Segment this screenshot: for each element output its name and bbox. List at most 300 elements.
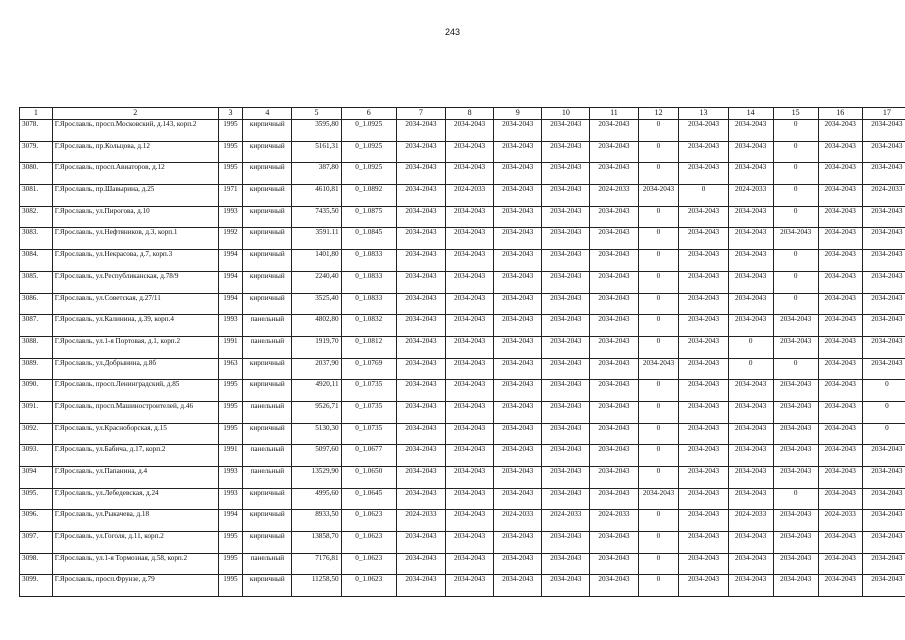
table-row — [20, 163, 905, 185]
period-cell: 2034-2043 — [728, 163, 773, 185]
period-cell: 2034-2043 — [728, 250, 773, 272]
period-cell: 2034-2043 — [728, 315, 773, 337]
period-cell: 2034-2043 — [494, 401, 542, 423]
address-cell: Г.Ярославль, ул.Красноборская, д.15 — [52, 423, 218, 445]
wall-material-cell: кирпичный — [243, 120, 292, 142]
table-row — [20, 293, 905, 315]
period-cell: 0 — [728, 358, 773, 380]
period-cell: 2034-2043 — [679, 120, 728, 142]
period-cell: 2034-2043 — [494, 336, 542, 358]
period-cell: 2034-2043 — [590, 206, 638, 228]
period-cell: 2034-2043 — [773, 553, 818, 575]
column-header-8: 8 — [446, 108, 494, 120]
period-cell: 2034-2043 — [818, 206, 862, 228]
period-cell: 2034-2043 — [494, 532, 542, 554]
period-cell: 2034-2043 — [494, 467, 542, 489]
period-cell: 2034-2043 — [728, 553, 773, 575]
year-cell: 1994 — [218, 510, 243, 532]
wall-material-cell: панельный — [243, 467, 292, 489]
period-cell: 2034-2043 — [446, 575, 494, 597]
period-cell: 0 — [773, 271, 818, 293]
row-number: 3080. — [20, 163, 53, 185]
period-cell: 2034-2043 — [446, 141, 494, 163]
period-cell: 2034-2043 — [728, 467, 773, 489]
period-cell: 2034-2043 — [446, 532, 494, 554]
period-cell: 2034-2043 — [679, 271, 728, 293]
address-cell: Г.Ярославль, ул.1-я Портовая, д.1, корп.2 — [52, 336, 218, 358]
housing-registry-table — [19, 107, 905, 597]
period-cell: 2034-2043 — [590, 271, 638, 293]
period-cell: 2024-2033 — [396, 510, 445, 532]
period-cell: 2034-2043 — [679, 488, 728, 510]
address-cell: Г.Ярославль, ул.Нефтяников, д.3, корп.1 — [52, 228, 218, 250]
wall-material-cell: кирпичный — [243, 141, 292, 163]
table-body — [20, 120, 905, 597]
period-cell: 2034-2043 — [590, 141, 638, 163]
period-cell: 2034-2043 — [818, 358, 862, 380]
period-cell: 2034-2043 — [396, 553, 445, 575]
period-cell: 2034-2043 — [446, 423, 494, 445]
period-cell: 2034-2043 — [773, 423, 818, 445]
period-cell: 2034-2043 — [396, 380, 445, 402]
period-cell: 2034-2043 — [590, 228, 638, 250]
period-cell: 2034-2043 — [542, 271, 590, 293]
year-cell: 1993 — [218, 315, 243, 337]
period-cell: 2034-2043 — [679, 553, 728, 575]
coefficient-cell: 0_1.0812 — [341, 336, 396, 358]
table-row — [20, 185, 905, 207]
column-header-11: 11 — [590, 108, 638, 120]
coefficient-cell: 0_1.0875 — [341, 206, 396, 228]
table-row — [20, 445, 905, 467]
wall-material-cell: кирпичный — [243, 380, 292, 402]
address-cell: Г.Ярославль, ул.Рыкачева, д.18 — [52, 510, 218, 532]
coefficient-cell: 0_1.0892 — [341, 185, 396, 207]
period-cell: 2034-2043 — [396, 293, 445, 315]
wall-material-cell: панельный — [243, 553, 292, 575]
period-cell: 2034-2043 — [818, 163, 862, 185]
row-number: 3083. — [20, 228, 53, 250]
period-cell: 2034-2043 — [396, 185, 445, 207]
period-cell: 2034-2043 — [818, 553, 862, 575]
period-cell: 2034-2043 — [542, 401, 590, 423]
period-cell: 0 — [679, 185, 728, 207]
period-cell: 2034-2043 — [728, 380, 773, 402]
period-cell: 0 — [638, 510, 679, 532]
period-cell: 2034-2043 — [818, 488, 862, 510]
address-cell: Г.Ярославль, ул.Некрасова, д.7, корп.3 — [52, 250, 218, 272]
coefficient-cell: 0_1.0650 — [341, 467, 396, 489]
address-cell: Г.Ярославль, просп.Авиаторов, д.12 — [52, 163, 218, 185]
period-cell: 2034-2043 — [862, 336, 905, 358]
period-cell: 0 — [773, 206, 818, 228]
period-cell: 2034-2043 — [728, 488, 773, 510]
period-cell: 2034-2043 — [862, 358, 905, 380]
period-cell: 2034-2043 — [773, 575, 818, 597]
year-cell: 1993 — [218, 206, 243, 228]
period-cell: 0 — [638, 423, 679, 445]
period-cell: 2034-2043 — [446, 358, 494, 380]
period-cell: 2034-2043 — [818, 271, 862, 293]
period-cell: 2024-2033 — [590, 510, 638, 532]
table-row — [20, 358, 905, 380]
year-cell: 1991 — [218, 336, 243, 358]
period-cell: 2034-2043 — [590, 488, 638, 510]
year-cell: 1995 — [218, 575, 243, 597]
coefficient-cell: 0_1.0735 — [341, 423, 396, 445]
wall-material-cell: кирпичный — [243, 163, 292, 185]
wall-material-cell: панельный — [243, 315, 292, 337]
period-cell: 0 — [773, 163, 818, 185]
period-cell: 2034-2043 — [542, 445, 590, 467]
wall-material-cell: кирпичный — [243, 293, 292, 315]
period-cell: 2034-2043 — [542, 336, 590, 358]
period-cell: 2034-2043 — [396, 336, 445, 358]
year-cell: 1995 — [218, 120, 243, 142]
row-number: 3081. — [20, 185, 53, 207]
period-cell: 2034-2043 — [494, 488, 542, 510]
period-cell: 2034-2043 — [818, 380, 862, 402]
area-cell: 13858,70 — [292, 532, 341, 554]
row-number: 3094 — [20, 467, 53, 489]
period-cell: 2034-2043 — [728, 575, 773, 597]
period-cell: 2034-2043 — [728, 445, 773, 467]
row-number: 3090. — [20, 380, 53, 402]
period-cell: 2034-2043 — [818, 120, 862, 142]
year-cell: 1995 — [218, 532, 243, 554]
address-cell: Г.Ярославль, ул.Добрынина, д.8б — [52, 358, 218, 380]
year-cell: 1993 — [218, 488, 243, 510]
area-cell: 4920,11 — [292, 380, 341, 402]
year-cell: 1995 — [218, 163, 243, 185]
period-cell: 0 — [638, 120, 679, 142]
period-cell: 2034-2043 — [494, 358, 542, 380]
period-cell: 2034-2043 — [494, 163, 542, 185]
table-row — [20, 250, 905, 272]
period-cell: 2034-2043 — [446, 380, 494, 402]
row-number: 3082. — [20, 206, 53, 228]
area-cell: 4995,60 — [292, 488, 341, 510]
period-cell: 2034-2043 — [773, 315, 818, 337]
period-cell: 2034-2043 — [679, 141, 728, 163]
coefficient-cell: 0_1.0677 — [341, 445, 396, 467]
table-row — [20, 401, 905, 423]
table-row — [20, 510, 905, 532]
table-row — [20, 532, 905, 554]
period-cell: 2034-2043 — [679, 575, 728, 597]
period-cell: 2034-2043 — [862, 250, 905, 272]
period-cell: 2034-2043 — [396, 315, 445, 337]
period-cell: 2034-2043 — [638, 358, 679, 380]
address-cell: Г.Ярославль, ул.1-я Тормозная, д.58, корп.2 — [52, 553, 218, 575]
period-cell: 2034-2043 — [396, 228, 445, 250]
period-cell: 2024-2033 — [446, 185, 494, 207]
period-cell: 2034-2043 — [818, 336, 862, 358]
period-cell: 2034-2043 — [862, 120, 905, 142]
period-cell: 2034-2043 — [818, 293, 862, 315]
period-cell: 2034-2043 — [728, 120, 773, 142]
wall-material-cell: кирпичный — [243, 358, 292, 380]
area-cell: 1919,70 — [292, 336, 341, 358]
period-cell: 2034-2043 — [542, 532, 590, 554]
address-cell: Г.Ярославль, ул.Пирогова, д.10 — [52, 206, 218, 228]
area-cell: 8933,50 — [292, 510, 341, 532]
row-number: 3086. — [20, 293, 53, 315]
period-cell: 2034-2043 — [679, 532, 728, 554]
period-cell: 2034-2043 — [446, 315, 494, 337]
period-cell: 0 — [773, 293, 818, 315]
area-cell: 387,80 — [292, 163, 341, 185]
period-cell: 2034-2043 — [862, 445, 905, 467]
period-cell: 2034-2043 — [679, 510, 728, 532]
period-cell: 2034-2043 — [679, 293, 728, 315]
period-cell: 2034-2043 — [494, 293, 542, 315]
period-cell: 2034-2043 — [542, 293, 590, 315]
period-cell: 2024-2033 — [542, 510, 590, 532]
period-cell: 2034-2043 — [679, 423, 728, 445]
wall-material-cell: кирпичный — [243, 532, 292, 554]
period-cell: 2034-2043 — [446, 553, 494, 575]
year-cell: 1995 — [218, 423, 243, 445]
address-cell: Г.Ярославль, ул.Республиканская, д.78/9 — [52, 271, 218, 293]
row-number: 3095. — [20, 488, 53, 510]
period-cell: 2034-2043 — [590, 445, 638, 467]
period-cell: 2034-2043 — [679, 358, 728, 380]
period-cell: 2034-2043 — [494, 228, 542, 250]
wall-material-cell: кирпичный — [243, 271, 292, 293]
period-cell: 2034-2043 — [590, 575, 638, 597]
period-cell: 2034-2043 — [818, 532, 862, 554]
period-cell: 2034-2043 — [542, 358, 590, 380]
year-cell: 1994 — [218, 250, 243, 272]
period-cell: 2024-2033 — [862, 185, 905, 207]
period-cell: 2034-2043 — [542, 488, 590, 510]
table-row — [20, 380, 905, 402]
year-cell: 1992 — [218, 228, 243, 250]
coefficient-cell: 0_1.0925 — [341, 120, 396, 142]
address-cell: Г.Ярославль, просп.Московский, д.143, корп.2 — [52, 120, 218, 142]
period-cell: 2034-2043 — [818, 228, 862, 250]
period-cell: 2034-2043 — [446, 467, 494, 489]
column-header-3: 3 — [218, 108, 243, 120]
period-cell: 2034-2043 — [542, 141, 590, 163]
period-cell: 2034-2043 — [446, 163, 494, 185]
period-cell: 2034-2043 — [862, 141, 905, 163]
period-cell: 2034-2043 — [446, 250, 494, 272]
period-cell: 2034-2043 — [773, 228, 818, 250]
address-cell: Г.Ярославль, просп.Фрунзе, д.79 — [52, 575, 218, 597]
coefficient-cell: 0_1.0645 — [341, 488, 396, 510]
period-cell: 2034-2043 — [446, 206, 494, 228]
period-cell: 2034-2043 — [773, 445, 818, 467]
period-cell: 2034-2043 — [542, 185, 590, 207]
period-cell: 2034-2043 — [862, 228, 905, 250]
period-cell: 2034-2043 — [862, 315, 905, 337]
period-cell: 0 — [638, 206, 679, 228]
period-cell: 2034-2043 — [862, 163, 905, 185]
coefficient-cell: 0_1.0623 — [341, 510, 396, 532]
period-cell: 2034-2043 — [773, 401, 818, 423]
column-header-10: 10 — [542, 108, 590, 120]
table-row — [20, 141, 905, 163]
period-cell: 2034-2043 — [542, 380, 590, 402]
area-cell: 1401,80 — [292, 250, 341, 272]
area-cell: 5130,30 — [292, 423, 341, 445]
period-cell: 2034-2043 — [679, 380, 728, 402]
period-cell: 0 — [638, 271, 679, 293]
year-cell: 1963 — [218, 358, 243, 380]
coefficient-cell: 0_1.0735 — [341, 380, 396, 402]
wall-material-cell: кирпичный — [243, 185, 292, 207]
area-cell: 7435,50 — [292, 206, 341, 228]
period-cell: 2034-2043 — [818, 250, 862, 272]
table-row — [20, 228, 905, 250]
period-cell: 2034-2043 — [590, 163, 638, 185]
period-cell: 2034-2043 — [728, 206, 773, 228]
row-number: 3099. — [20, 575, 53, 597]
period-cell: 2034-2043 — [638, 185, 679, 207]
period-cell: 0 — [638, 445, 679, 467]
period-cell: 0 — [638, 315, 679, 337]
period-cell: 2034-2043 — [590, 250, 638, 272]
period-cell: 2034-2043 — [494, 445, 542, 467]
coefficient-cell: 0_1.0623 — [341, 532, 396, 554]
column-header-13: 13 — [679, 108, 728, 120]
page-number: 243 — [444, 27, 461, 37]
period-cell: 2034-2043 — [679, 315, 728, 337]
period-cell: 2034-2043 — [494, 423, 542, 445]
table-row — [20, 315, 905, 337]
period-cell: 2034-2043 — [446, 488, 494, 510]
table-row — [20, 575, 905, 597]
period-cell: 2034-2043 — [679, 250, 728, 272]
period-cell: 2034-2043 — [862, 293, 905, 315]
period-cell: 2034-2043 — [679, 401, 728, 423]
table-row — [20, 271, 905, 293]
address-cell: Г.Ярославль, ул.Папанина, д.4 — [52, 467, 218, 489]
wall-material-cell: кирпичный — [243, 206, 292, 228]
period-cell: 2034-2043 — [818, 141, 862, 163]
period-cell: 2034-2043 — [679, 228, 728, 250]
period-cell: 0 — [773, 488, 818, 510]
period-cell: 2034-2043 — [396, 488, 445, 510]
period-cell: 0 — [638, 401, 679, 423]
wall-material-cell: кирпичный — [243, 488, 292, 510]
period-cell: 2034-2043 — [396, 271, 445, 293]
year-cell: 1995 — [218, 141, 243, 163]
area-cell: 4802,80 — [292, 315, 341, 337]
year-cell: 1993 — [218, 467, 243, 489]
period-cell: 0 — [638, 467, 679, 489]
period-cell: 2034-2043 — [728, 532, 773, 554]
period-cell: 2034-2043 — [773, 380, 818, 402]
period-cell: 0 — [638, 575, 679, 597]
coefficient-cell: 0_1.0833 — [341, 271, 396, 293]
address-cell: Г.Ярославль, ул.Гоголя, д.11, корп.2 — [52, 532, 218, 554]
period-cell: 2034-2043 — [446, 228, 494, 250]
period-cell: 0 — [862, 423, 905, 445]
wall-material-cell: панельный — [243, 336, 292, 358]
period-cell: 2034-2043 — [728, 271, 773, 293]
coefficient-cell: 0_1.0623 — [341, 553, 396, 575]
table-row — [20, 206, 905, 228]
area-cell: 5097,60 — [292, 445, 341, 467]
period-cell: 0 — [638, 141, 679, 163]
period-cell: 2034-2043 — [862, 467, 905, 489]
wall-material-cell: кирпичный — [243, 575, 292, 597]
period-cell: 2034-2043 — [494, 250, 542, 272]
period-cell: 2034-2043 — [590, 553, 638, 575]
period-cell: 2034-2043 — [862, 488, 905, 510]
period-cell: 2034-2043 — [679, 336, 728, 358]
period-cell: 2034-2043 — [818, 401, 862, 423]
period-cell: 2034-2043 — [590, 532, 638, 554]
row-number: 3088. — [20, 336, 53, 358]
column-header-1: 1 — [20, 108, 53, 120]
period-cell: 2034-2043 — [542, 315, 590, 337]
period-cell: 2034-2043 — [542, 120, 590, 142]
address-cell: Г.Ярославль, просп.Машиностроителей, д.46 — [52, 401, 218, 423]
address-cell: Г.Ярославль, пр.Шавырина, д.25 — [52, 185, 218, 207]
period-cell: 2034-2043 — [396, 206, 445, 228]
year-cell: 1971 — [218, 185, 243, 207]
period-cell: 2034-2043 — [728, 293, 773, 315]
period-cell: 0 — [638, 163, 679, 185]
period-cell: 2034-2043 — [446, 120, 494, 142]
header-row — [20, 108, 905, 120]
column-header-9: 9 — [494, 108, 542, 120]
column-header-7: 7 — [396, 108, 445, 120]
period-cell: 2034-2043 — [396, 423, 445, 445]
period-cell: 2034-2043 — [590, 423, 638, 445]
period-cell: 2034-2043 — [494, 120, 542, 142]
year-cell: 1994 — [218, 293, 243, 315]
row-number: 3093. — [20, 445, 53, 467]
period-cell: 0 — [638, 553, 679, 575]
column-header-17: 17 — [862, 108, 905, 120]
period-cell: 2034-2043 — [773, 532, 818, 554]
row-number: 3092. — [20, 423, 53, 445]
area-cell: 3591.11 — [292, 228, 341, 250]
coefficient-cell: 0_1.0925 — [341, 141, 396, 163]
period-cell: 2024-2033 — [728, 185, 773, 207]
period-cell: 2034-2043 — [773, 336, 818, 358]
period-cell: 2034-2043 — [679, 445, 728, 467]
year-cell: 1994 — [218, 271, 243, 293]
period-cell: 0 — [638, 293, 679, 315]
column-header-6: 6 — [341, 108, 396, 120]
period-cell: 2034-2043 — [679, 206, 728, 228]
row-number: 3098. — [20, 553, 53, 575]
coefficient-cell: 0_1.0833 — [341, 293, 396, 315]
period-cell: 2034-2043 — [396, 467, 445, 489]
period-cell: 2034-2043 — [396, 141, 445, 163]
period-cell: 2034-2043 — [494, 315, 542, 337]
period-cell: 2034-2043 — [638, 488, 679, 510]
period-cell: 2034-2043 — [446, 401, 494, 423]
period-cell: 2024-2033 — [494, 510, 542, 532]
period-cell: 2034-2043 — [494, 553, 542, 575]
column-header-14: 14 — [728, 108, 773, 120]
period-cell: 2024-2033 — [590, 185, 638, 207]
period-cell: 2034-2043 — [590, 358, 638, 380]
column-header-2: 2 — [52, 108, 218, 120]
area-cell: 4610,81 — [292, 185, 341, 207]
period-cell: 2034-2043 — [494, 185, 542, 207]
column-header-15: 15 — [773, 108, 818, 120]
period-cell: 2034-2043 — [590, 467, 638, 489]
row-number: 3096. — [20, 510, 53, 532]
